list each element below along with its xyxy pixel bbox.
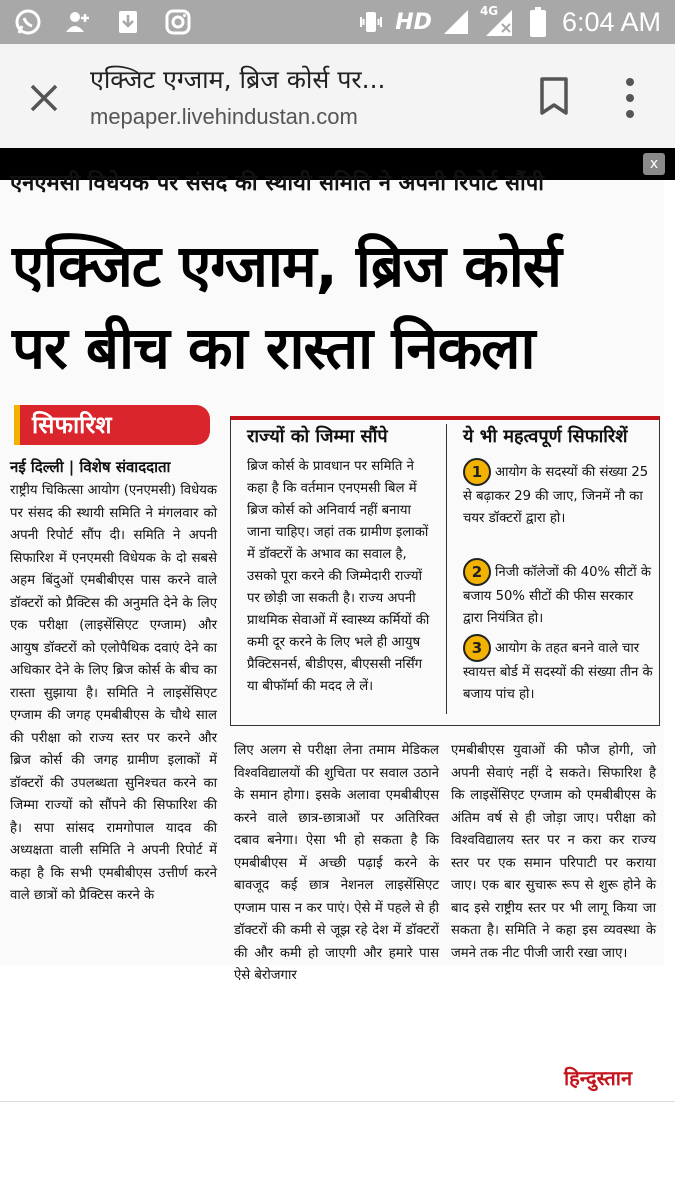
whatsapp-icon xyxy=(14,8,42,36)
newspaper-clipping xyxy=(0,171,664,983)
browser-toolbar xyxy=(0,44,675,149)
box-left-text: ब्रिज कोर्स के प्रावधान पर समिति ने कहा है कि वर्तमान एनएमसी बिल में ब्रिज कोर्स को अनिवार्य नहीं बनाया जाना चाहिए। जहां तक ग्रामीण इलाकों में डॉक्टरों के अभाव का सवाल है, उसको पूरा करने की जिम्मेदारी राज्यों पर छोड़ी जा सकती है। राज्य अपनी प्राथमिक सेवाओं में स्वास्थ्य कर्मियों की कमी दूर करने के लिए भले ही आयुष प्रैक्टिसनर्स, बीडीएस, बीएससी नर्सिंग या बीफॉर्मा की मदद ले लें। xyxy=(247,459,430,694)
viewer-close-button[interactable]: x xyxy=(643,153,665,175)
signal-type-label: 4G xyxy=(479,4,499,18)
clock-time: 6:04 AM xyxy=(561,6,661,37)
kicker-text: एनएमसी विधेयक पर संसद की स्थायी समिति ने अपनी रिपोर्ट सौंपी xyxy=(10,171,544,196)
status-bar xyxy=(0,0,675,44)
section-tag: सिफारिश xyxy=(14,405,210,445)
article-column-1: राष्ट्रीय चिकित्सा आयोग (एनएमसी) विधेयक पर संसद की स्थायी समिति ने मंगलवार को अपनी रिपोर्ट सौंप दी। समिति ने अपनी सिफारिश में एनएमसी विधेयक के दो सबसे अहम बिंदुओं एमबीबीएस पास करने वाले डॉक्टरों को प्रैक्टिस की अनुमति देने के लिए एक परीक्षा (लाइसेंसिएट एग्जाम) और आयुष डॉक्टरों को एलोपैथिक दवाएं देने का अधिकार देने के लिए ब्रिज कोर्स के बीच का रास्ता सुझाया है। समिति ने लाइसेंसिएट एग्जाम की जगह एमबीबीएस के चौथे साल की परीक्षा को राज्य स्तर पर करने और ब्रिज कोर्स की जगह ग्रामीण इलाकों में डॉक्टरों की उपलब्धता सुनिश्चत करने का जिम्मा राज्यों को सौंपने की सिफारिश की है। सपा सांसद रामगोपाल यादव की अध्यक्षता वाली समिति ने अपनी रिपोर्ट में कहा है कि सभी एमबीबीएस उत्तीर्ण करने वाले छात्रों को प्रैक्टिस करने के xyxy=(10,483,217,903)
close-icon[interactable] xyxy=(22,76,66,120)
byline: नई दिल्ली | विशेष संवाददाता xyxy=(10,458,171,476)
box-divider xyxy=(446,424,447,714)
article-column-3: एमबीबीएस युवाओं की फौज होगी, जो अपनी सेवाएं नहीं दे सकते। सिफारिश है कि लाइसेंसिएट एग्जाम को एमबीबीएस के अंतिम वर्ष से ही जोड़ा जाए। परीक्षा को विश्वविद्यालय स्तर पर न करा कर राज्य स्तर पर एक समान परिपाटी पर कराया जाए। एक बार सुचारू रूप से शुरू होने के बाद इसे राष्ट्रीय स्तर पर भी लागू किया जा सकता है। समिति ने कहा इस व्यवस्था के जमने तक नीट पीजी जारी रखा जाए। xyxy=(451,743,656,961)
bookmark-icon[interactable] xyxy=(538,76,570,116)
recommendation-text: निजी कॉलेजों की 40% सीटों के बजाय 50% सीटों की फीस सरकार द्वारा नियंत्रित हो। xyxy=(463,565,651,626)
vibrate-icon xyxy=(357,8,385,36)
headline xyxy=(12,225,662,389)
info-box xyxy=(230,416,660,726)
page-viewer xyxy=(0,148,675,1200)
recommendation-number: 1 xyxy=(463,458,491,486)
recommendation-text: आयोग के तहत बनने वाले चार स्वायत्त बोर्ड में सदस्यों की संख्या तीन के बजाय पांच हो। xyxy=(463,641,653,702)
recommendation-item xyxy=(463,634,653,706)
page-title: एक्जिट एग्जाम, ब्रिज कोर्स पर... xyxy=(90,65,386,94)
divider xyxy=(0,1101,675,1102)
headline-line-1: एक्जिट एग्जाम, ब्रिज कोर्स xyxy=(12,232,562,300)
publisher-logo: हिन्दुस्तान xyxy=(564,1066,633,1090)
section-tag-accent xyxy=(14,405,20,445)
instagram-icon xyxy=(164,8,192,36)
battery-icon xyxy=(524,8,552,36)
network-label: HD xyxy=(395,9,432,35)
headline-line-2: पर बीच का रास्ता निकला xyxy=(12,314,535,382)
download-icon xyxy=(114,8,142,36)
signal-icon xyxy=(442,8,470,36)
recommendation-number: 3 xyxy=(463,634,491,662)
recommendation-number: 2 xyxy=(463,558,491,586)
recommendation-text: आयोग के सदस्यों की संख्या 25 से बढ़ाकर 29 की जाए, जिनमें नौ का चयर डॉक्टरों द्वारा हो। xyxy=(463,465,649,526)
box-right-heading: ये भी महत्वपूर्ण सिफारिशें xyxy=(463,426,628,447)
add-contact-icon xyxy=(64,8,92,36)
article-column-2: लिए अलग से परीक्षा लेना तमाम मेडिकल विश्वविद्यालयों की शुचिता पर सवाल उठाने के समान होगा। इसके अलावा एमबीबीएस करने वाले छात्र-छात्राओं पर अतिरिक्त दबाव बनेगा। ऐसा भी हो सकता है कि एमबीबीएस में अच्छी पढ़ाई करने के बावजूद कई छात्र नेशनल लाइसेंसिएट एग्जाम पास न कर पाएं। ऐसे में पहले से ही डॉक्टरों की कमी से जूझ रहे देश में डॉक्टरों की और कमी हो जाएगी और हमारे पास ऐसे बेरोजगार xyxy=(234,743,439,983)
recommendation-item xyxy=(463,558,653,630)
box-left-heading: राज्यों को जिम्मा सौंपे xyxy=(247,426,388,447)
recommendation-item xyxy=(463,458,653,530)
more-menu-icon[interactable] xyxy=(620,74,640,122)
data-signal-icon xyxy=(480,6,514,38)
page-url: mepaper.livehindustan.com xyxy=(90,104,358,129)
